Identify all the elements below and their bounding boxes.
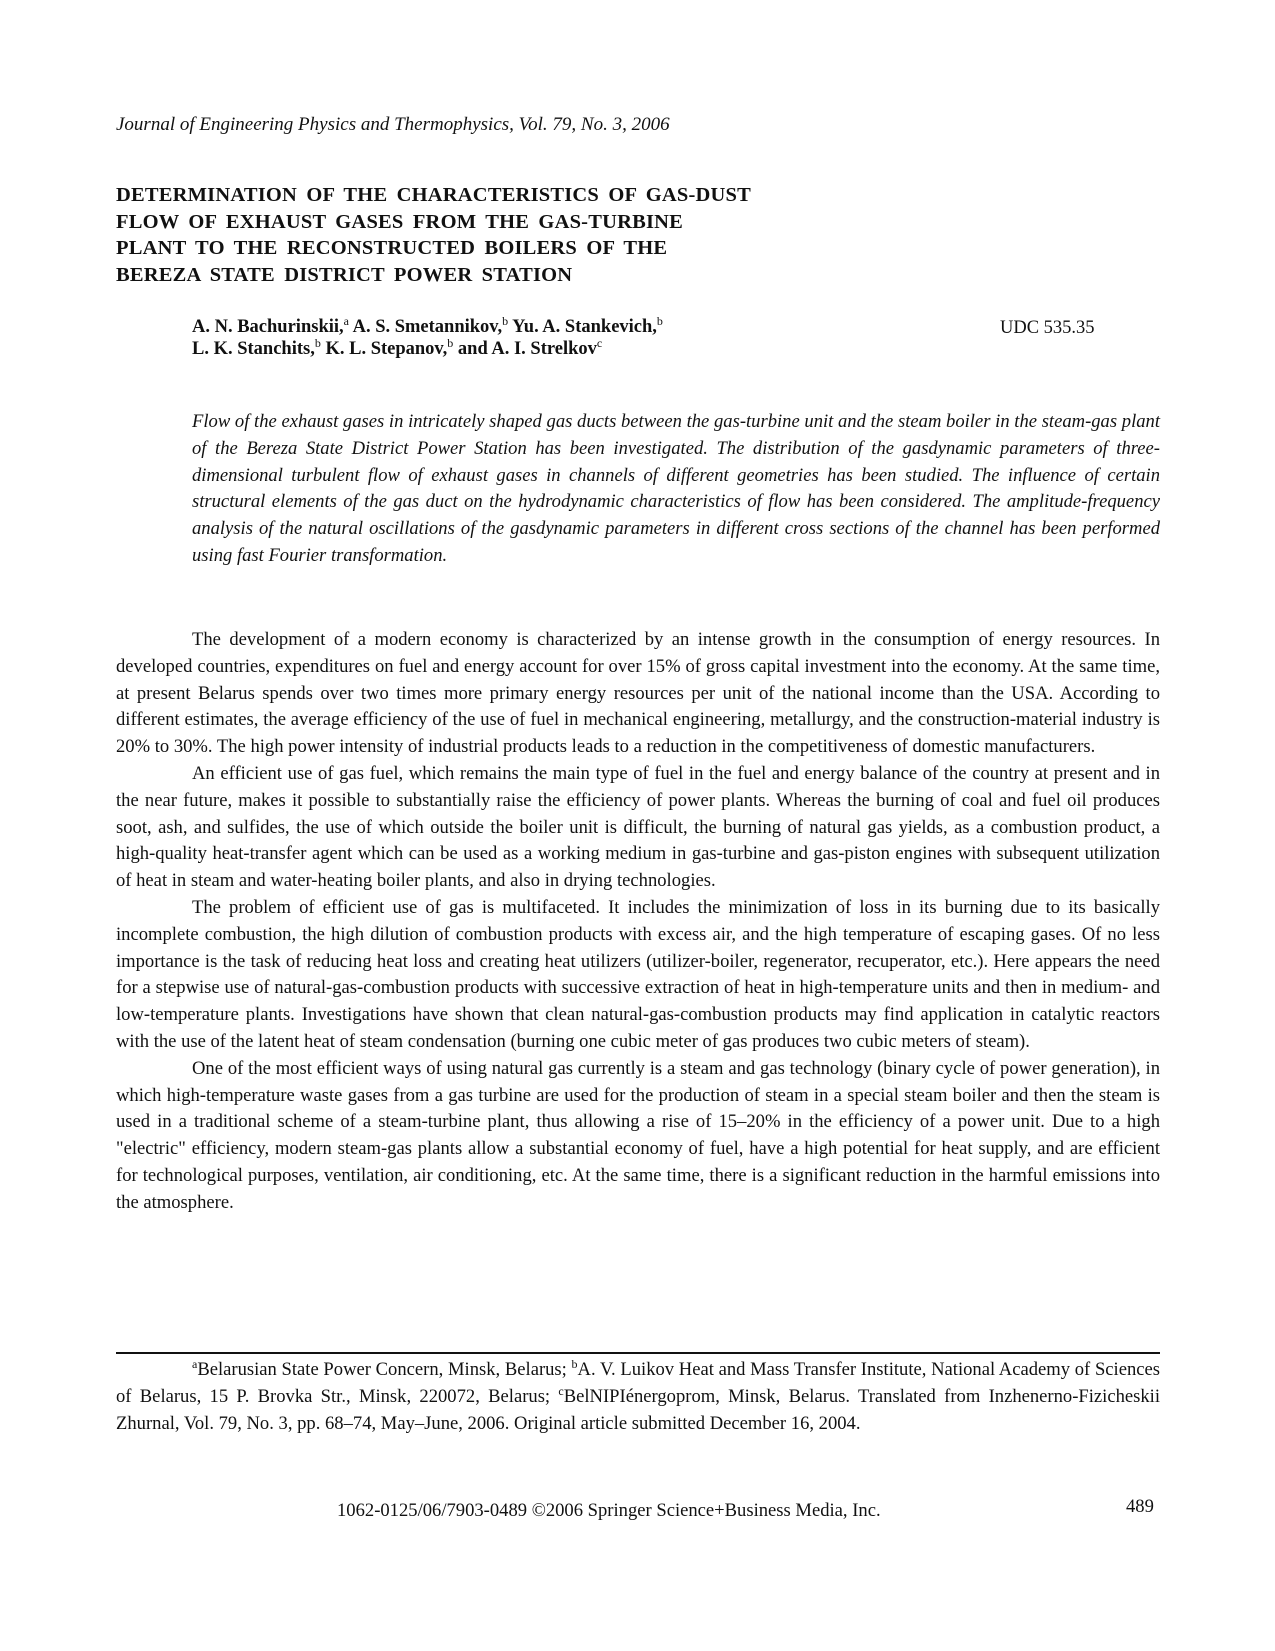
author-name: and A. I. Strelkov	[457, 339, 597, 359]
page-number: 489	[1126, 1496, 1154, 1517]
affiliation-marker: c	[558, 1383, 564, 1398]
article-title	[116, 182, 856, 288]
affiliation-marker: b	[447, 336, 454, 350]
affiliation-marker: a	[192, 1357, 198, 1371]
footnote-divider	[116, 1352, 1160, 1354]
udc-code: UDC 535.35	[1000, 318, 1095, 338]
translation-note: Translated from Inzhenerno-Fizicheskii Zhurnal, Vol. 79, No. 3, pp. 68–74, May–June, 2006. Original article submitted December 16, 2004.	[116, 1385, 1160, 1434]
author-list	[192, 316, 663, 360]
author-line	[192, 338, 663, 360]
title-line: DETERMINATION OF THE CHARACTERISTICS OF GAS-DUST	[116, 184, 752, 206]
affiliation-marker: a	[343, 314, 349, 328]
author-name: L. K. Stanchits,	[192, 339, 315, 359]
author-name: K. L. Stepanov,	[325, 339, 448, 359]
body-text	[116, 627, 1160, 1217]
affiliation-marker: c	[596, 336, 603, 350]
title-line: FLOW OF EXHAUST GASES FROM THE GAS-TURBINE	[116, 210, 684, 233]
affiliation-b: A. V. Luikov Heat and Mass Transfer Institute, National Academy of Sciences of Belarus, 15 P. Brovka Str., Minsk, 220072, Belarus;	[116, 1359, 1160, 1407]
paragraph: An efficient use of gas fuel, which remains the main type of fuel in the fuel and energy balance of the country at present and in the near future, makes it possible to substantially raise the efficiency of power plants. Whereas the burning of coal and fuel oil produces soot, ash, and sulfides, the use of which outside the boiler unit is difficult, the burning of natural gas yields, as a combustion product, a high-quality heat-transfer agent which can be used as a working medium in gas-turbine and gas-piston engines with subsequent utilization of heat in steam and water-heating boiler plants, and also in drying technologies.	[116, 762, 1160, 892]
author-name: Yu. A. Stankevich,	[512, 317, 657, 337]
affiliation-c: BelNIPIénergoprom, Minsk, Belarus.	[563, 1385, 851, 1407]
affiliation-marker: b	[314, 336, 321, 350]
paragraph: The problem of efficient use of gas is multifaceted. It includes the minimization of loss in its burning due to its basically incomplete combustion, the high dilution of combustion products with excess air, and the high temperature of escaping gases. Of no less importance is the task of reducing heat loss and creating heat utilizers (utilizer-boiler, regenerator, recuperator, etc.). Here appears the need for a stepwise use of natural-gas-combustion products with successive extraction of heat in high-temperature units and then in medium- and low-temperature plants. Investigations have shown that clean natural-gas-combustion products may find application in catalytic reactors with the use of the latent heat of steam condensation (burning one cubic meter of gas produces two cubic meters of steam).	[116, 896, 1160, 1052]
title-line: BEREZA STATE DISTRICT POWER STATION	[116, 263, 573, 286]
author-name: A. S. Smetannikov,	[352, 317, 503, 337]
footnote	[116, 1357, 1160, 1437]
title-line: PLANT TO THE RECONSTRUCTED BOILERS OF THE	[116, 237, 668, 259]
paragraph: The development of a modern economy is characterized by an intense growth in the consumption of energy resources. In developed countries, expenditures on fuel and energy account for over 15% of gross capital investment into the economy. At the same time, at present Belarus spends over two times more primary energy resources per unit of the national income than the USA. According to different estimates, the average efficiency of the use of fuel in mechanical engineering, metallurgy, and the construction-material industry is 20% to 30%. The high power intensity of industrial products leads to a reduction in the competitiveness of domestic manufacturers.	[116, 629, 1160, 758]
copyright-line: 1062-0125/06/7903-0489 ©2006 Springer Science+Business Media, Inc.	[337, 1500, 881, 1521]
affiliation-a: Belarusian State Power Concern, Minsk, Belarus;	[197, 1359, 572, 1380]
author-name: A. N. Bachurinskii,	[192, 317, 344, 337]
affiliation-marker: b	[502, 314, 509, 328]
abstract: Flow of the exhaust gases in intricately shaped gas ducts between the gas-turbine unit and the steam boiler in the steam-gas plant of the Bereza State District Power Station has been investigated. The distribution of the gasdynamic parameters of three-dimensional turbulent flow of exhaust gases in channels of different geometries has been studied. The influence of certain structural elements of the gas duct on the hydrodynamic characteristics of flow has been considered. The amplitude-frequency analysis of the natural oscillations of the gasdynamic parameters in different cross sections of the channel has been performed using fast Fourier transformation.	[192, 411, 1160, 566]
paragraph: One of the most efficient ways of using natural gas currently is a steam and gas technology (binary cycle of power generation), in which high-temperature waste gases from a gas turbine are used for the production of steam in a special steam boiler and then the steam is used in a traditional scheme of a steam-turbine plant, thus allowing a rise of 15–20% in the efficiency of a power unit. Due to a high "electric" efficiency, modern steam-gas plants allow a substantial economy of fuel, have a high potential for heat supply, and are efficient for technological purposes, ventilation, air conditioning, etc. At the same time, there is a significant reduction in the harmful emissions into the atmosphere.	[116, 1057, 1160, 1213]
affiliation-marker: b	[656, 314, 663, 328]
journal-header: Journal of Engineering Physics and Thermophysics, Vol. 79, No. 3, 2006	[116, 114, 670, 135]
affiliation-marker: b	[571, 1357, 578, 1371]
author-line	[192, 316, 663, 338]
